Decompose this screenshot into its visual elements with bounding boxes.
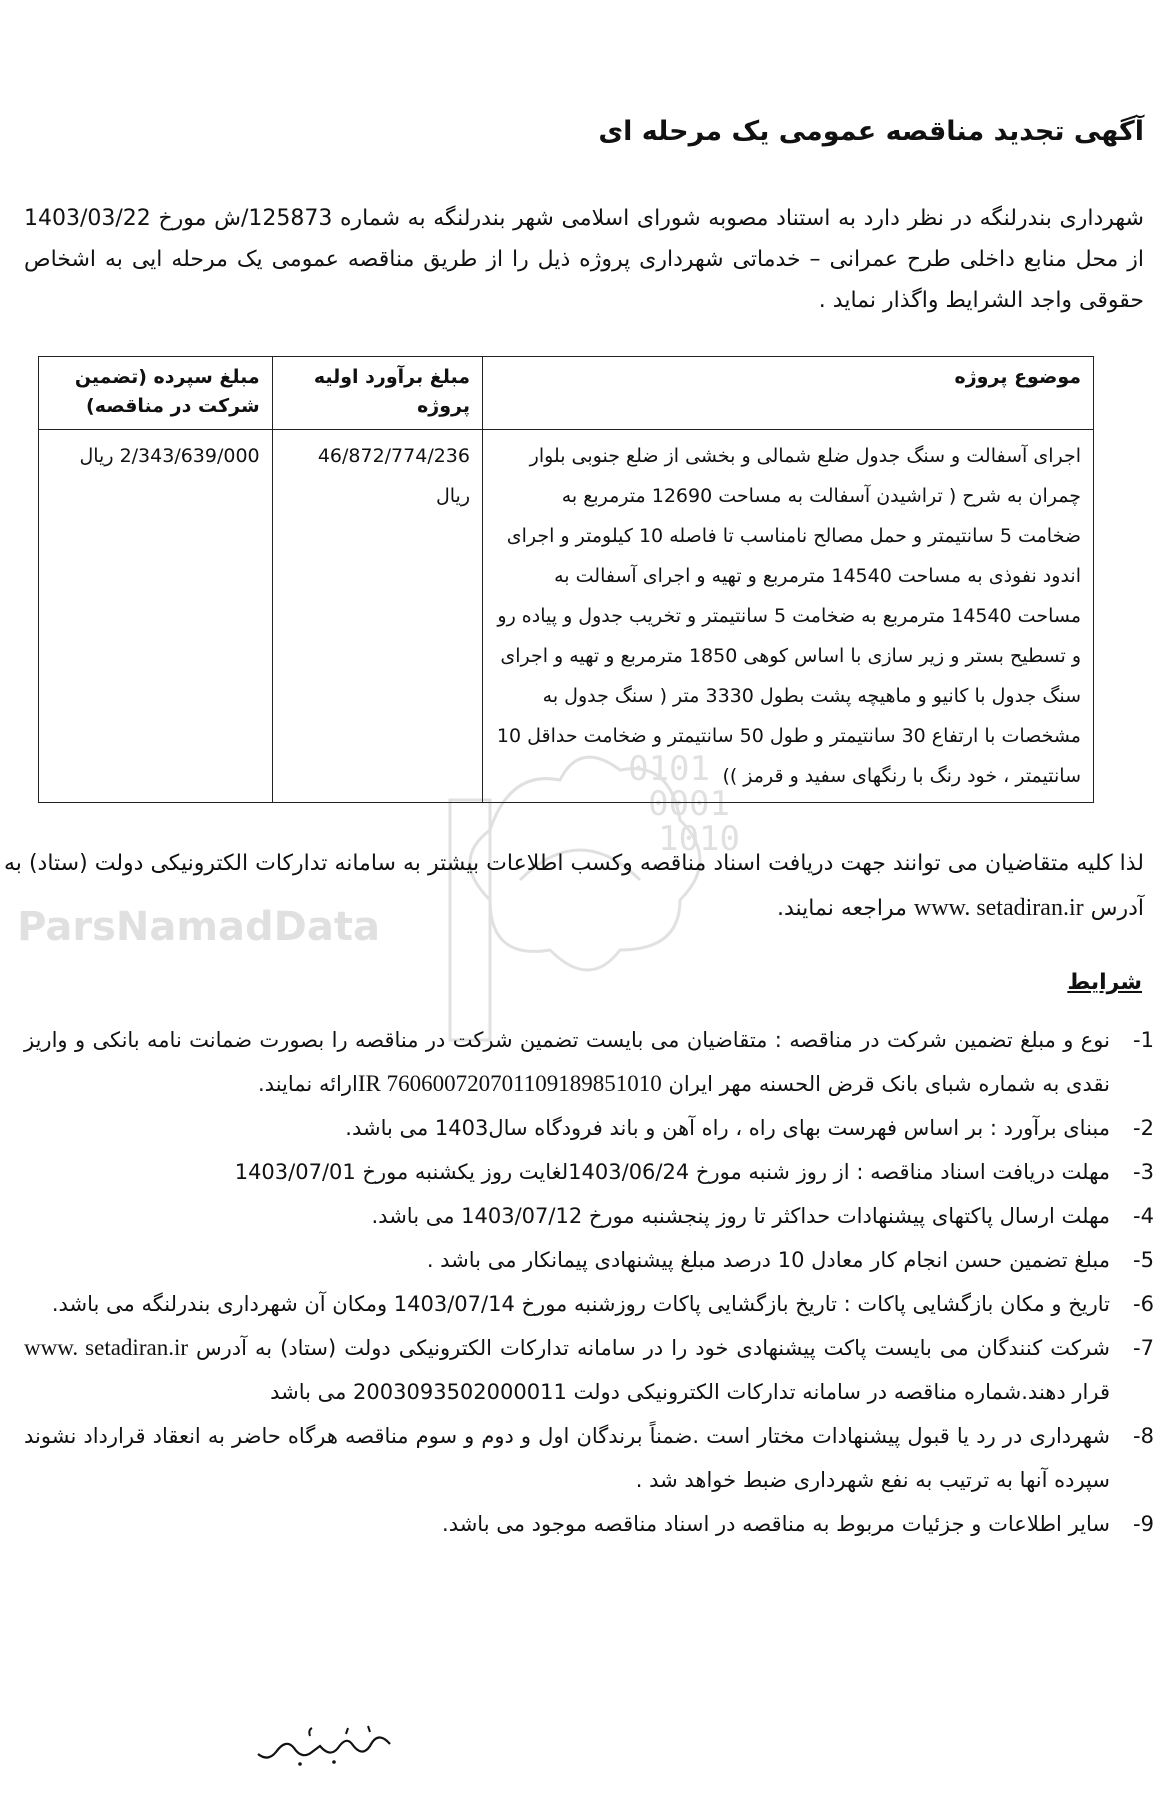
instructions-tail: مراجعه نمایند. (776, 896, 907, 921)
list-item (24, 1282, 1154, 1326)
project-table (38, 356, 1094, 803)
item-text: شهرداری در رد یا قبول پیشنهادات مختار است .ضمناً برندگان اول و دوم و سوم مناقصه هرگاه حاضر به انعقاد قرارداد نشوند سپرده آنها به ترتیب به نفع شهرداری ضبط خواهد شد . (24, 1424, 1110, 1492)
signature-image (250, 1722, 400, 1772)
list-item (24, 1018, 1154, 1106)
item-number: 9- (1133, 1512, 1154, 1536)
item-text: مهلت ارسال پاکتهای پیشنهادات حداکثر تا روز پنجشنبه مورخ 1403/07/12 می باشد. (371, 1204, 1110, 1228)
conditions-heading: شرایط (1067, 970, 1142, 995)
item-text: مهلت دریافت اسناد مناقصه : از روز شنبه مورخ 1403/06/24لغایت روز یکشنبه مورخ 1403/07/01 (234, 1160, 1110, 1184)
item-text: شرکت کنندگان می بایست پاکت پیشنهادی خود را در سامانه تدارکات الکترونیکی دولت (ستاد) به آدرس (196, 1336, 1111, 1360)
table-row (39, 430, 1094, 803)
setad-url[interactable]: www. setadiran.ir (913, 895, 1084, 921)
intro-paragraph: شهرداری بندرلنگه در نظر دارد به استناد مصوبه شورای اسلامی شهر بندرلنگه به شماره 125873/ش مورخ 1403/03/22 از محل منابع داخلی طرح عمرانی – خدماتی شهرداری پروژه ذیل را از طریق مناقصه عمومی یک مرحله ایی به اشخاص حقوقی واجد الشرایط واگذار نماید . (24, 206, 1144, 313)
page-title: آگهی تجدید مناقصه عمومی یک مرحله ای (598, 116, 1144, 147)
header-subject: موضوع پروژه (483, 357, 1094, 430)
list-item (24, 1194, 1154, 1238)
watermark-code: 0101 (628, 749, 710, 789)
item-tail: ارائه نمایند. (258, 1072, 358, 1096)
item-number: 7- (1133, 1336, 1154, 1360)
watermark-code-3: 1010 (658, 819, 740, 859)
header-estimate: مبلغ برآورد اولیه پروژه (272, 357, 482, 430)
list-item (24, 1106, 1154, 1150)
item-text: نوع و مبلغ تضمین شرکت در مناقصه : متقاضیان می بایست تضمین شرکت در مناقصه را بصورت ضمانت نامه بانکی و واریز نقدی به شماره شبای بانک قرض الحسنه مهر ایران (24, 1028, 1110, 1096)
setad-url[interactable]: www. setadiran.ir (24, 1335, 188, 1360)
list-item (24, 1150, 1154, 1194)
iban-number: IR 760600720701109189851010 (357, 1071, 662, 1096)
watermark-brand: ParsNamadData (17, 904, 380, 950)
item-number: 3- (1133, 1160, 1154, 1184)
item-tail: قرار دهند.شماره مناقصه در سامانه تدارکات الکترونیکی دولت 2003093502000011 می باشد (270, 1380, 1110, 1404)
list-item (24, 1238, 1154, 1282)
cell-deposit: 2/343/639/000 ریال (39, 430, 273, 803)
item-number: 6- (1133, 1292, 1154, 1316)
item-number: 4- (1133, 1204, 1154, 1228)
instructions-text: لذا کلیه متقاضیان می توانند جهت دریافت اسناد مناقصه وکسب اطلاعات بیشتر به سامانه تدارکات الکترونیکی دولت (ستاد) به آدرس (4, 851, 1144, 921)
list-item (24, 1326, 1154, 1414)
item-text: مبلغ تضمین حسن انجام کار معادل 10 درصد مبلغ پیشنهادی پیمانکار می باشد . (426, 1248, 1110, 1272)
item-text: مبنای برآورد : بر اساس فهرست بهای راه ، راه آهن و باند فرودگاه سال1403 می باشد. (345, 1116, 1110, 1140)
cell-subject: اجرای آسفالت و سنگ جدول ضلع شمالی و بخشی از ضلع جنوبی بلوار چمران به شرح ( تراشیدن آسفالت به مساحت 12690 مترمربع به ضخامت 5 سانتیمتر و حمل مصالح نامناسب تا فاصله 10 کیلومتر و اجرای اندود نفوذی به مساحت 14540 مترمربع و تهیه و اجرای آسفالت به مساحت 14540 مترمربع به ضخامت 5 سانتیمتر و تخریب جدول و پیاده رو و تسطیح بستر و زیر سازی با اساس کوهی 1850 مترمربع و تهیه و اجرای سنگ جدول با کانیو و ماهیچه پشت بطول 3330 متر ( سنگ جدول به مشخصات با ارتفاع 30 سانتیمتر و طول 50 سانتیمتر و ضخامت حداقل 10 سانتیمتر ، خود رنگ با رنگهای سفید و قرمز )) (483, 430, 1094, 803)
list-item (24, 1502, 1154, 1546)
item-text: تاریخ و مکان بازگشایی پاکات : تاریخ بازگشایی پاکات روزشنبه مورخ 1403/07/14 ومکان آن شهرداری بندرلنگه می باشد. (51, 1292, 1110, 1316)
instructions-paragraph (4, 842, 1144, 931)
item-number: 2- (1133, 1116, 1154, 1140)
table-header-row (39, 357, 1094, 430)
conditions-list (24, 1018, 1154, 1546)
watermark-code-2: 0001 (648, 784, 730, 824)
item-number: 1- (1133, 1028, 1154, 1052)
cell-estimate: 46/872/774/236 ریال (272, 430, 482, 803)
header-deposit: مبلغ سپرده (تضمین شرکت در مناقصه) (39, 357, 273, 430)
item-text: سایر اطلاعات و جزئیات مربوط به مناقصه در اسناد مناقصه موجود می باشد. (442, 1512, 1110, 1536)
list-item (24, 1414, 1154, 1502)
item-number: 8- (1133, 1424, 1154, 1448)
item-number: 5- (1133, 1248, 1154, 1272)
